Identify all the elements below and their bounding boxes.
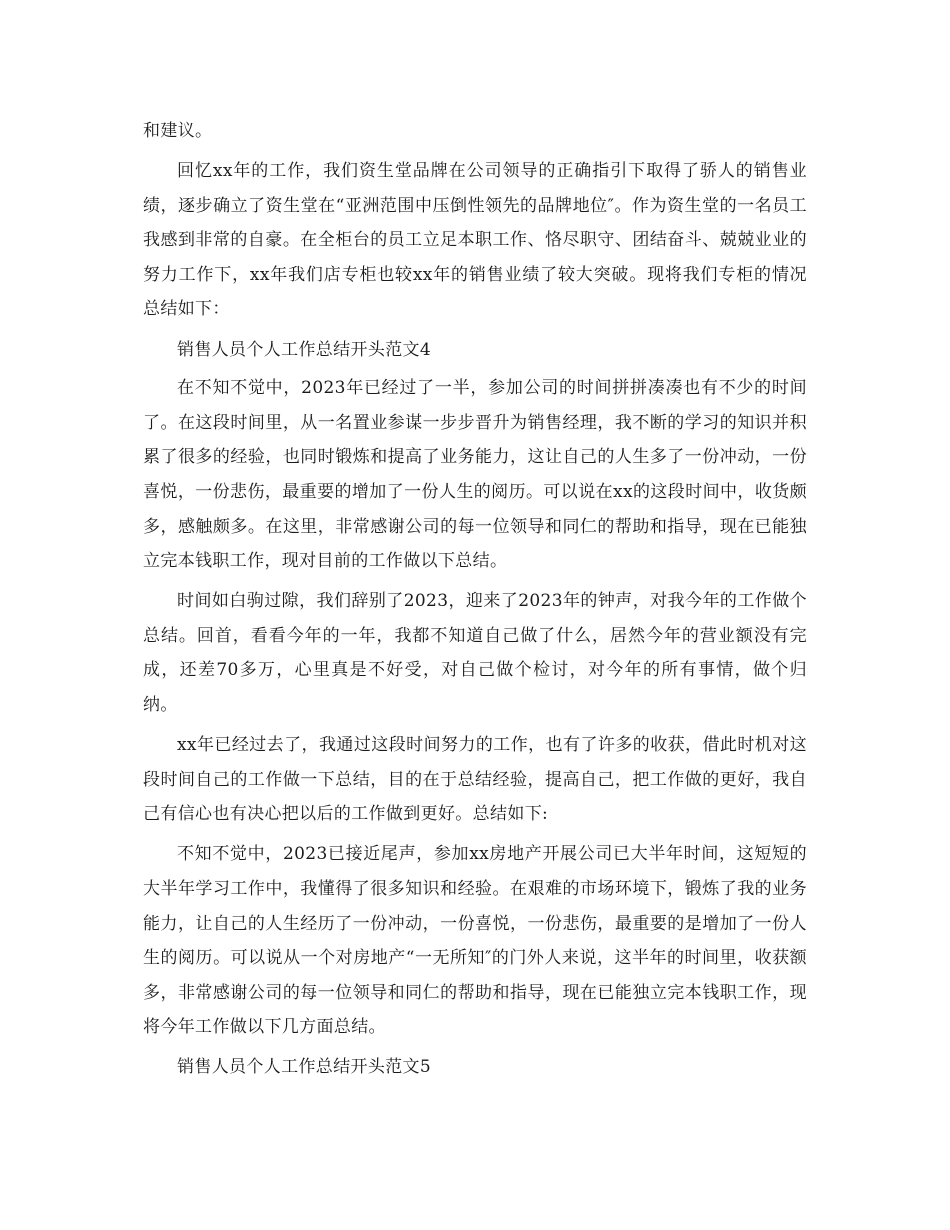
paragraph-year-passed: xx年已经过去了，我通过这段时间努力的工作，也有了许多的收获，借此时机对这段时间自己的工作做一下总结，目的在于总结经验，提高自己，把工作做的更好，我自己有信心也有决心把以后的工作做到更好。总结如下:	[143, 735, 807, 825]
document-body	[143, 114, 807, 1089]
paragraph-half-year: 在不知不觉中，2023年已经过了一半，参加公司的时间拼拼凑凑也有不少的时间了。在这段时间里，从一名置业参谋一步步晋升为销售经理，我不断的学习的知识并积累了很多的经验，也同时锻炼和提高了业务能力，这让自己的人生多了一份冲动，一份喜悦，一份悲伤，最重要的增加了一份人生的阅历。可以说在xx的这段时间中，收货颇多，感触颇多。在这里，非常感谢公司的每一位领导和同仁的帮助和指导，现在已能独立完本钱职工作，现对目前的工作做以下总结。	[143, 378, 807, 572]
paragraph-shiseido-review: 回忆xx年的工作，我们资生堂品牌在公司领导的正确指引下取得了骄人的销售业绩，逐步确立了资生堂在“亚洲范围中压倒性领先的品牌地位″。作为资生堂的一名员工我感到非常的自豪。在全柜台的员工立足本职工作、恪尽职守、团结奋斗、兢兢业业的努力工作下，xx年我们店专柜也较xx年的销售业绩了较大突破。现将我们专柜的情况总结如下：	[143, 161, 807, 320]
paragraph-real-estate: 不知不觉中，2023已接近尾声，参加xx房地产开展公司已大半年时间，这短短的大半年学习工作中，我懂得了很多知识和经验。在艰难的市场环境下，锻炼了我的业务能力，让自己的人生经历了一份冲动，一份喜悦，一份悲伤，最重要的是增加了一份人生的阅历。可以说从一个对房地产“一无所知″的门外人来说，这半年的时间里，收获额多，非常感谢公司的每一位领导和同仁的帮助和指导，现在已能独立完本钱职工作，现将今年工作做以下几方面总结。	[143, 844, 807, 1038]
continuation-paragraph: 和建议。	[143, 121, 213, 141]
section-heading-example-4: 销售人员个人工作总结开头范文4	[177, 339, 432, 360]
section-heading-example-5: 销售人员个人工作总结开头范文5	[177, 1057, 432, 1078]
paragraph-time-flies: 时间如白驹过隙，我们辞别了2023，迎来了2023年的钟声，对我今年的工作做个总结。回首，看看今年的一年，我都不知道自己做了什么，居然今年的营业额没有完成，还差70多万，心里真是不好受，对自己做个检讨，对今年的所有事情，做个归纳。	[143, 591, 807, 715]
